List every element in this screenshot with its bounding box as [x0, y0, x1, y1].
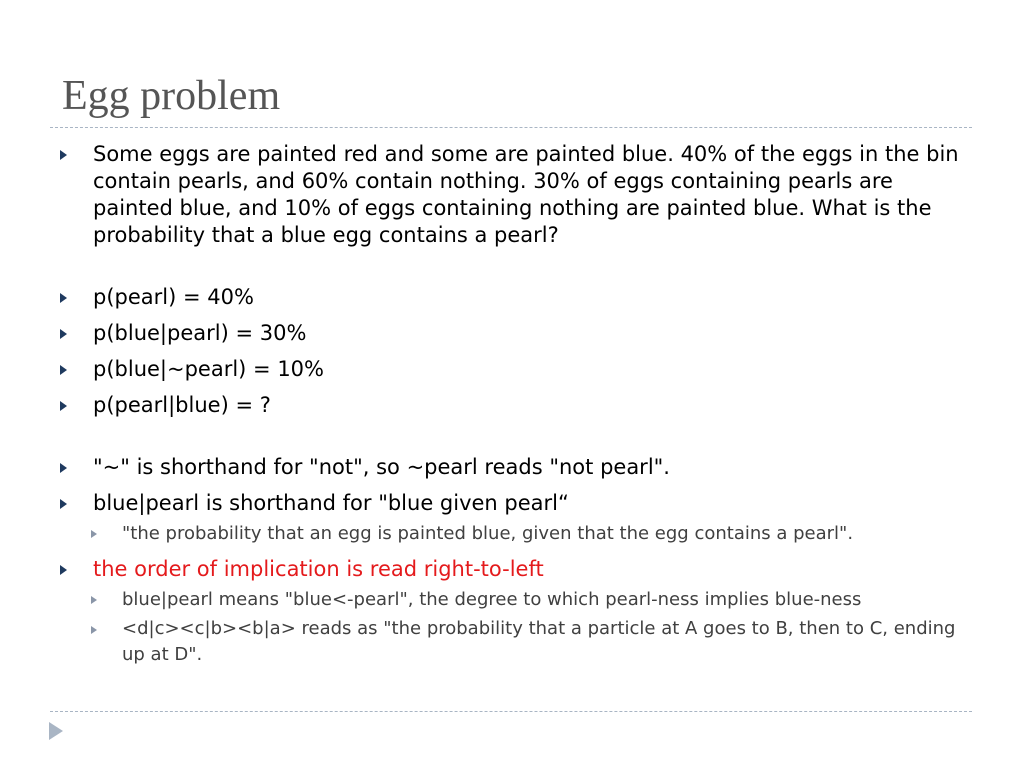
bullet-item-given-note	[60, 490, 960, 517]
bullet-arrow-icon	[60, 150, 67, 160]
bullet-text: p(pearl|blue) = ?	[93, 393, 271, 417]
bullet-item-p-pearl	[60, 284, 960, 311]
sub-bullet-arrow-icon	[91, 596, 97, 604]
sub-bullet-arrow-icon	[91, 626, 97, 634]
bullet-list	[60, 141, 960, 668]
bullet-arrow-icon	[60, 565, 67, 575]
bullet-arrow-icon	[60, 499, 67, 509]
bullet-arrow-icon	[60, 401, 67, 411]
bullet-arrow-icon	[60, 329, 67, 339]
bullet-item-p-blue-given-not-pearl	[60, 356, 960, 383]
slide-title: Egg problem	[62, 73, 281, 119]
bullet-text: "~" is shorthand for "not", so ~pearl reads "not pearl".	[93, 455, 670, 479]
bullet-text: p(blue|~pearl) = 10%	[93, 357, 324, 381]
sub-bullet-item-particle-example	[91, 616, 960, 668]
sub-bullet-text: <d|c><c|b><b|a> reads as "the probability that a particle at A goes to B, then to C, ending up at D".	[122, 618, 956, 665]
bullet-item-p-pearl-given-blue	[60, 392, 960, 419]
bullet-text: p(blue|pearl) = 30%	[93, 321, 307, 345]
bullet-arrow-icon	[60, 365, 67, 375]
sub-bullet-arrow-icon	[91, 530, 97, 538]
bullet-text: blue|pearl is shorthand for "blue given pearl“	[93, 491, 569, 515]
title-divider	[50, 127, 972, 128]
bullet-arrow-icon	[60, 463, 67, 473]
next-slide-arrow-icon[interactable]	[49, 722, 63, 740]
bullet-item-p-blue-given-pearl	[60, 320, 960, 347]
sub-bullet-item-given-meaning	[91, 520, 960, 547]
bullet-item-tilde-note	[60, 454, 960, 481]
bullet-item-order-of-implication	[60, 556, 960, 583]
bullet-text: Some eggs are painted red and some are painted blue. 40% of the eggs in the bin contain pearls, and 60% contain nothing. 30% of eggs containing pearls are painted blue, and 10% of eggs containing nothing are painted blue. What is the probability that a blue egg contains a pearl?	[93, 142, 959, 247]
sub-bullet-text: blue|pearl means "blue<-pearl", the degree to which pearl-ness implies blue-ness	[122, 589, 862, 610]
sub-bullet-text: "the probability that an egg is painted blue, given that the egg contains a pearl".	[122, 523, 854, 544]
bullet-text-highlight: the order of implication is read right-to-left	[93, 557, 544, 581]
sub-bullet-item-blue-pearl-meaning	[91, 586, 960, 613]
bullet-arrow-icon	[60, 293, 67, 303]
bullet-item-problem	[60, 141, 960, 249]
footer-divider	[50, 711, 972, 712]
bullet-text: p(pearl) = 40%	[93, 285, 254, 309]
